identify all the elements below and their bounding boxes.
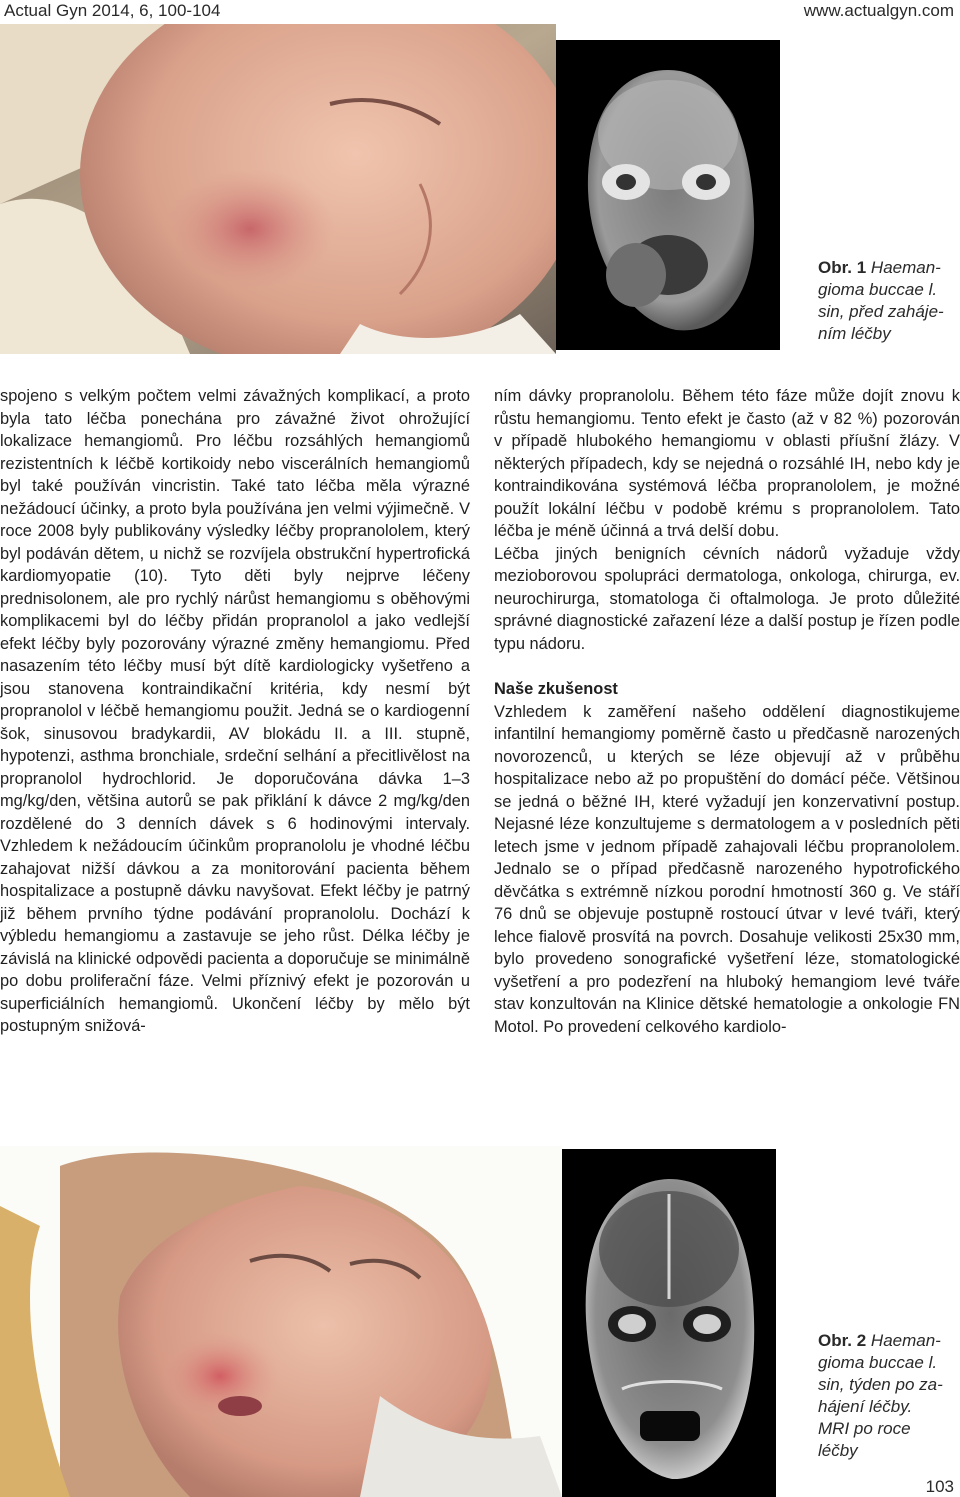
figure2-caption-line: hájení léčby.	[818, 1397, 913, 1416]
figure1-caption	[818, 257, 958, 345]
figure2-caption-line: sin, týden po za-	[818, 1375, 943, 1394]
body-paragraph: Léčba jiných benigních cévních nádorů vyžaduje vždy mezioborovou spolupráci dermatologa, onkologa, chirurga, ev. neurochirurga, stomatologa či oftalmologa. Je proto důležité správné diagnostické zařazení léze a další postup je řízen podle typu nádoru.	[494, 544, 960, 653]
figure1-caption-line: gioma buccae l.	[818, 280, 938, 299]
figure2-caption-line: gioma buccae l.	[818, 1353, 938, 1372]
figure1-caption-line: ním léčby	[818, 324, 891, 343]
journal-website: www.actualgyn.com	[803, 1, 954, 20]
body-paragraph: spojeno s velkým počtem velmi závažných komplikací, a proto byla tato léčba ponechána pro závažné život ohrožující lokalizace hemangiomů. Pro léčbu rozsáhlých hemangiomů rezistentních k léčbě kortikoidy nebo viscerálních hemangiomů byl také používán vincristin. Také tato léčba měla výrazné nežádoucí účinky, a proto byla používána jen velmi výjimečně. V roce 2008 byly publikovány výsledky léčby propranololem, který byl podáván dětem, u nichž se rozvíjela obstrukční hypertrofická kardiomyopatie (10). Tyto děti byly nejprve léčeny prednisolonem, ale pro rychlý nárůst hemangiomu s oběhovými komplikacemi byl do léčby přidán propranolol a jako vedlejší efekt léčby byly pozorovány výrazné změny hemangiomu. Před nasazením této léčby musí být dítě kardiologicky vyšetřeno a jsou stanovena kontraindikační kritéria, kdy nesmí být propranolol v léčbě hemangiomu použit. Jedná se o kardiogenní šok, sinusovou bradykardii, AV blokádu II. a III. stupně, hypotenzi, asthma bronchiale, srdeční selhání a přecitlivělost na propranolol hydrochlorid. Je doporučována dávka 1–3 mg/kg/den, většina autorů se pak přiklání k dávce 2 mg/kg/den rozdělené do 3 denních dávek s 6 hodinovými intervaly. Vzhledem k nežádoucím účinkům propranololu je vhodné léčbu zahajovat nižší dávkou a za monitorování pacienta během hospitalizace a postupně dávku navyšovat. Efekt léčby je patrný již během prvního týdne podávání propranololu. Dochází k výbledu hemangiomu a zastavuje se jeho růst. Délka léčby je závislá na klinické odpovědi pacienta a doporučuje se minimálně po dobu proliferační fáze. Velmi příznivý efekt je pozorován u superficiálních hemangiomů. Ukončení léčby by mělo být postupným snižová-	[0, 387, 470, 1035]
figure2-caption-line: léčby	[818, 1441, 858, 1460]
page-header	[0, 0, 960, 24]
figure2-photo	[0, 1146, 562, 1497]
figure1-mri-image	[556, 40, 780, 350]
figure1-photo	[0, 24, 556, 354]
figure2-mri-image	[562, 1149, 776, 1497]
figure2-caption-label: Obr. 2	[818, 1331, 867, 1350]
figure2-caption	[818, 1330, 958, 1462]
figure2-caption-line: Haeman-	[870, 1331, 941, 1350]
left-text-column	[0, 385, 470, 1038]
figure1-caption-line: Haeman-	[870, 258, 941, 277]
journal-citation: Actual Gyn 2014, 6, 100-104	[4, 1, 221, 20]
figure1-caption-line: sin, před zaháje-	[818, 302, 944, 321]
right-text-column	[494, 385, 960, 1038]
body-paragraph: Vzhledem k zaměření našeho oddělení diagnostikujeme infantilní hemangiomy poměrně často u předčasně narozených novorozenců, u kterých se léze objevují až v průběhu hospitalizace nebo až po propuštění do domácí péče. Většinou se jedná o běžné IH, které vyžadují jen konzervativní postup. Nejasné léze konzultujeme s dermatologem a v posledních pěti letech jsme v jednom případě zahajovali léčbu propranololem. Jednalo se o případ předčasně narozeného hypotrofického děvčátka s extrémně nízkou porodní hmotností 360 g. Ve stáří 76 dnů se objevuje postupně rostoucí útvar v levé tváři, který lehce fialově prosvítá na povrch. Dosahuje velikosti 25x30 mm, bylo provedeno sonografické vyšetření léze, stomatologické vyšetření a pro podezření na hluboký hemangiom levé tváře stav konzultován na Klinice dětské hematologie a onkologie FN Motol. Po provedení celkového kardiolo-	[494, 702, 960, 1036]
section-heading: Naše zkušenost	[494, 680, 618, 698]
page-number: 103	[925, 1477, 954, 1496]
body-paragraph: ním dávky propranololu. Během této fáze může dojít znovu k růstu hemangiomu. Tento efekt je často (až v 82 %) pozorován v případě hlubokého hemangiomu v oblasti příušní žlázy. V některých případech, kdy se nejedná o rozsáhlé IH, nebo kdy je kontraindikována systémová léčba propranololem, je možné použít lokální léčbu v podobě krému s propranololem. Tato léčba je méně účinná a trvá delší dobu.	[494, 387, 960, 540]
figure1-caption-label: Obr. 1	[818, 258, 867, 277]
figure2-caption-line: MRI po roce	[818, 1419, 911, 1438]
